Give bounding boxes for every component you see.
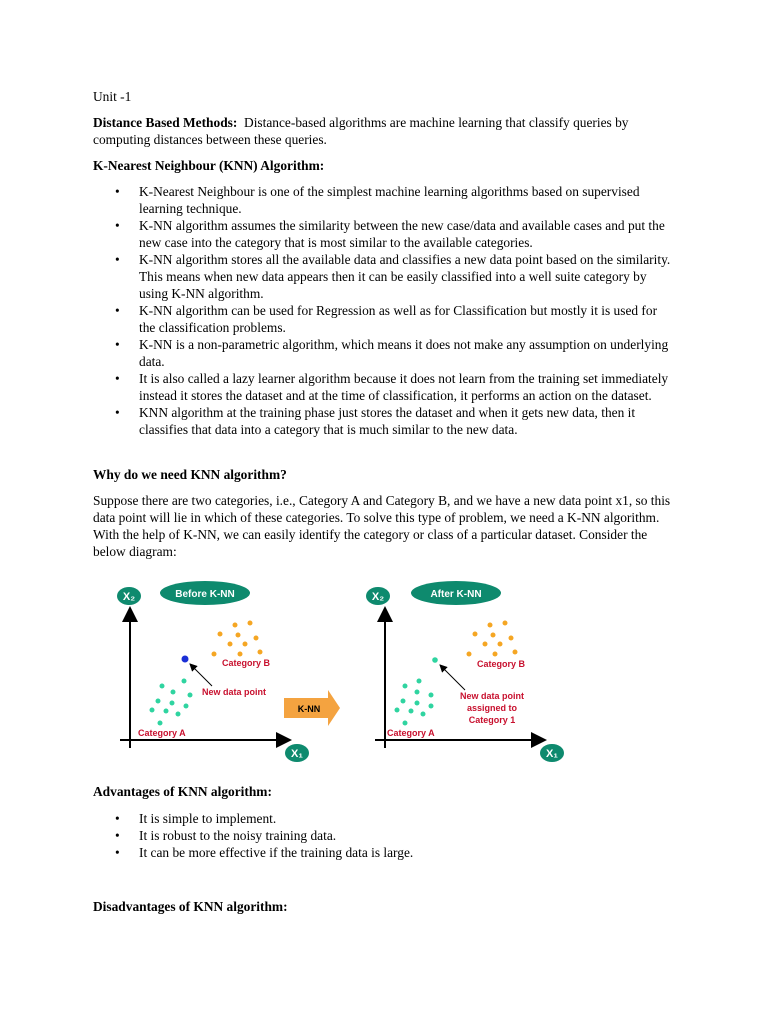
category-a-label: Category A xyxy=(387,728,435,738)
after-label: After K-NN xyxy=(430,589,482,600)
before-label: Before K-NN xyxy=(175,589,235,600)
disadvantages-heading: Disadvantages of KNN algorithm: xyxy=(93,899,288,914)
x-axis-label: X₁ xyxy=(291,748,303,760)
after-panel xyxy=(366,581,564,762)
advantages-list xyxy=(93,810,673,861)
category-a-points xyxy=(150,679,193,726)
y-axis-label: X₂ xyxy=(371,591,385,603)
category-a-label: Category A xyxy=(138,728,186,738)
new-data-point xyxy=(182,656,189,663)
why-heading: Why do we need KNN algorithm? xyxy=(93,467,287,482)
list-item: • K-NN algorithm assumes the similarity between the new case/data and available cases and put the new case into the category that is most similar to the available categories. xyxy=(115,218,665,250)
list-item: • It is robust to the noisy training data. xyxy=(115,828,337,843)
list-item: • K-NN algorithm can be used for Regression as well as for Classification but mostly it is used for the classification problems. xyxy=(115,303,658,335)
category-b-label: Category B xyxy=(477,659,526,669)
knn-arrow xyxy=(284,690,340,726)
unit-label: Unit -1 xyxy=(93,89,132,104)
list-item: • KNN algorithm at the training phase just stores the dataset and when it gets new data, then it classifies that data into a category that is much similar to the new data. xyxy=(115,405,636,437)
list-item: • K-NN algorithm stores all the available data and classifies a new data point based on the similarity. This means when new data appears then it can be easily classified into a well suite category by using K-NN algorithm. xyxy=(115,252,671,301)
category-b-points xyxy=(212,621,263,657)
list-item: • It can be more effective if the training data is large. xyxy=(115,845,414,860)
advantages-heading: Advantages of KNN algorithm: xyxy=(93,784,272,799)
why-paragraph: Suppose there are two categories, i.e., Category A and Category B, and we have a new data point x1, so this data point will lie in which of these categories. To solve this type of problem, we need a K-NN algorithm. With the help of K-NN, we can easily identify the category or class of a particular dataset. Consider the below diagram: xyxy=(93,493,671,559)
list-item: • K-Nearest Neighbour is one of the simplest machine learning algorithms based on supervised learning technique. xyxy=(115,184,640,216)
x-axis-label: X₁ xyxy=(546,748,558,760)
new-point-label: New data point xyxy=(202,687,267,697)
before-panel xyxy=(117,581,309,762)
knn-diagram xyxy=(110,578,580,770)
knn-heading: K-Nearest Neighbour (KNN) Algorithm: xyxy=(93,158,325,173)
assigned-label-line1: New data point xyxy=(459,691,525,701)
assigned-data-point xyxy=(432,657,438,663)
assigned-label-line2: assigned to xyxy=(466,703,518,713)
intro-paragraph xyxy=(93,114,673,148)
intro-heading: Distance Based Methods: xyxy=(93,115,238,130)
category-b-points xyxy=(467,621,518,657)
list-item: • K-NN is a non-parametric algorithm, which means it does not make any assumption on underlying data. xyxy=(115,337,669,369)
category-b-label: Category B xyxy=(222,658,271,668)
category-a-points xyxy=(395,679,434,726)
list-item: • It is also called a lazy learner algorithm because it does not learn from the training set immediately instead it stores the dataset and at the time of classification, it performs an action on the dataset. xyxy=(115,371,669,403)
list-item: • It is simple to implement. xyxy=(115,811,277,826)
knn-bullet-list xyxy=(93,183,673,438)
assigned-label-line3: Category 1 xyxy=(468,715,516,725)
intro-text: Distance-based algorithms are machine learning that classify queries by computing distances between these queries. xyxy=(93,115,629,147)
y-axis-label: X₂ xyxy=(122,591,136,603)
arrow-label: K-NN xyxy=(297,704,321,714)
